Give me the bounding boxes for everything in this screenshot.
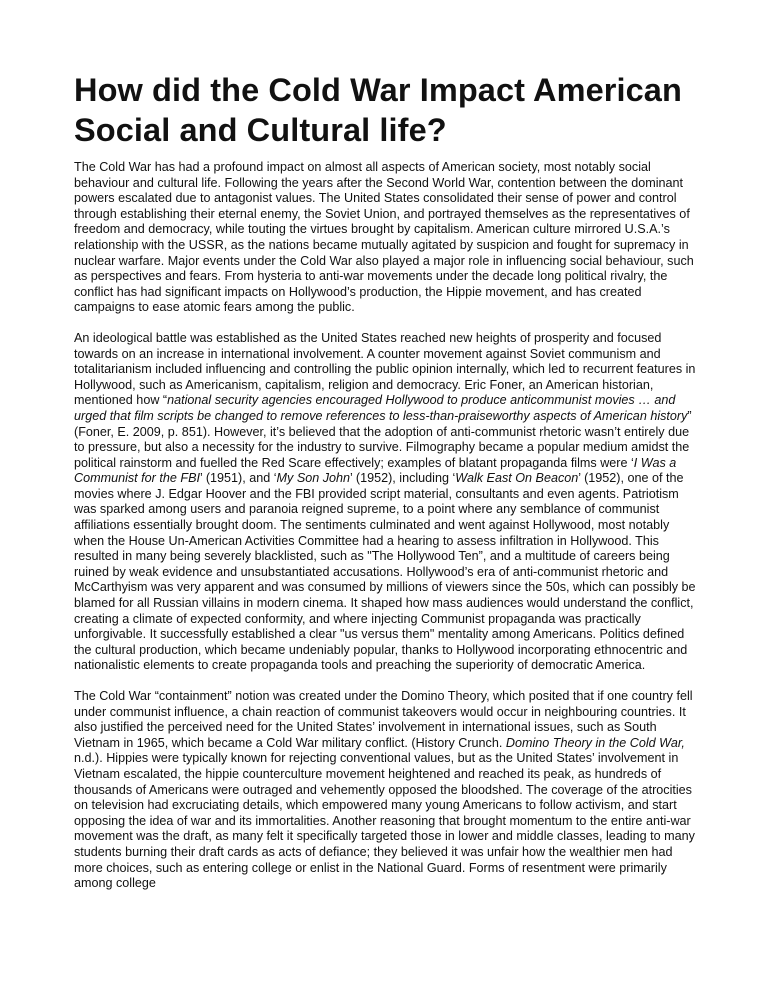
paragraph-text: An ideological battle was established as the United States reached new heights of prosperity and focused towards on an increase in international involvement. A counter movement against Soviet communism and totalitarianism included influencing and controlling the public opinion internally, which led to recurrent features in Hollywood, such as Americanism, capitalism, religion and democracy. Eric Foner, an American historian, mentioned how “: [74, 330, 696, 408]
paragraph-text: The Cold War has had a profound impact on almost all aspects of American society, most notably social behaviour and cultural life. Following the years after the Second World War, contention between the dominant powers escalated due to antagonist values. The United States consolidated their sense of power and control through establishing their eternal enemy, the Soviet Union, and portrayed themselves as the representatives of freedom and democracy, while touting the virtues brought by capitalism. American culture mirrored U.S.A.’s relationship with the USSR, as the nations became mutually agitated by suspicion and fought for supremacy in nuclear warfare. Major events under the Cold War also played a major role in influencing social behaviour, such as perspectives and fears. From hysteria to anti-war movements under the decade long political rivalry, the conflict has had significant impacts on Hollywood’s production, the Hippie movement, and has created campaigns to ease atomic fears among the public.: [74, 160, 694, 315]
document-title: How did the Cold War Impact American Social and Cultural life?: [74, 72, 682, 148]
paragraph-text: ’ (1951), and ‘: [199, 471, 277, 486]
film-title: Walk East On Beacon: [455, 471, 579, 486]
document-page: [74, 70, 700, 907]
film-title: My Son John: [276, 471, 351, 486]
paragraph-text: ” (Foner, E. 2009, p. 851). However, it’s believed that the adoption of anti-communist rhetoric wasn’t entirely due to pressure, but also a necessity for the industry to survive. Filmography became a popular medium amidst the political rainstorm and fuelled the Red Scare effectively; examples of blatant propaganda films were ‘: [74, 408, 692, 470]
paragraph-text: The Cold War “containment” notion was created under the Domino Theory, which posited that if one country fell under communist influence, a chain reaction of communist takeovers would occur in neighbouring countries. It also justified the perceived need for the United States’ involvement in international issues, such as South Vietnam in 1965, which became a Cold War military conflict. (History Crunch.: [74, 689, 693, 750]
film-title: I Was a Communist for the FBI: [74, 455, 677, 486]
quote-text: national security agencies encouraged Hollywood to produce anticommunist movies … and urged that film scripts be changed to remove references to less-than-praiseworthy aspects of American history: [74, 393, 688, 423]
paragraph-text: n.d.). Hippies were typically known for rejecting conventional values, but as the United States’ involvement in Vietnam escalated, the hippie counterculture movement heightened and reached its peak, as hundreds of thousands of Americans were outraged and vehemently opposed the bloodshed. The coverage of the atrocities on television had excruciating details, which empowered many young Americans to follow activism, and start opposing the idea of war and its immortalities. Another reasoning that brought momentum to the entire anti-war movement was the draft, as many felt it specifically targeted those in lower and middle classes, leading to many students burning their draft cards as acts of defiance; they believed it was unfair how the wealthier men had more choices, such as entering college or enlist in the National Guard. Forms of resentment were primarily among college: [74, 751, 695, 891]
paragraph-text: ’ (1952), including ‘: [350, 471, 456, 486]
source-title: Domino Theory in the Cold War,: [505, 735, 685, 750]
paragraph-2: [74, 331, 700, 674]
paragraph-text: ’ (1952), one of the movies where J. Edgar Hoover and the FBI provided script material, consultants and even agents. Patriotism was sparked among users and paranoia reigned supreme, to a point where any semblance of communist affiliations essentially brought doom. The sentiments culminated and went against Hollywood, most notably when the House Un-American Activities Committee had a hearing to assess infiltration in Hollywood. This resulted in many being severely blacklisted, such as "The Hollywood Ten”, and a multitude of careers being ruined by weak evidence and unsubstantiated accusations. Hollywood’s era of anti-communist rhetoric and McCarthyism was very apparent and was consumed by millions of viewers since the 50s, which can possibly be blamed for all Russian villains in modern cinema. It shaped how mass audiences would understand the conflict, creating a climate of expected conformity, and where injecting Communist propaganda was practically unforgivable. It successfully established a clear "us versus them" mentality among Americans. Politics defined the cultural production, which became undeniably popular, thanks to Hollywood incorporating ethnocentric and nationalistic elements to create propaganda tools and preaching the superiority of democratic America.: [74, 471, 696, 673]
paragraph-3: [74, 689, 700, 892]
paragraph-1: [74, 160, 700, 316]
